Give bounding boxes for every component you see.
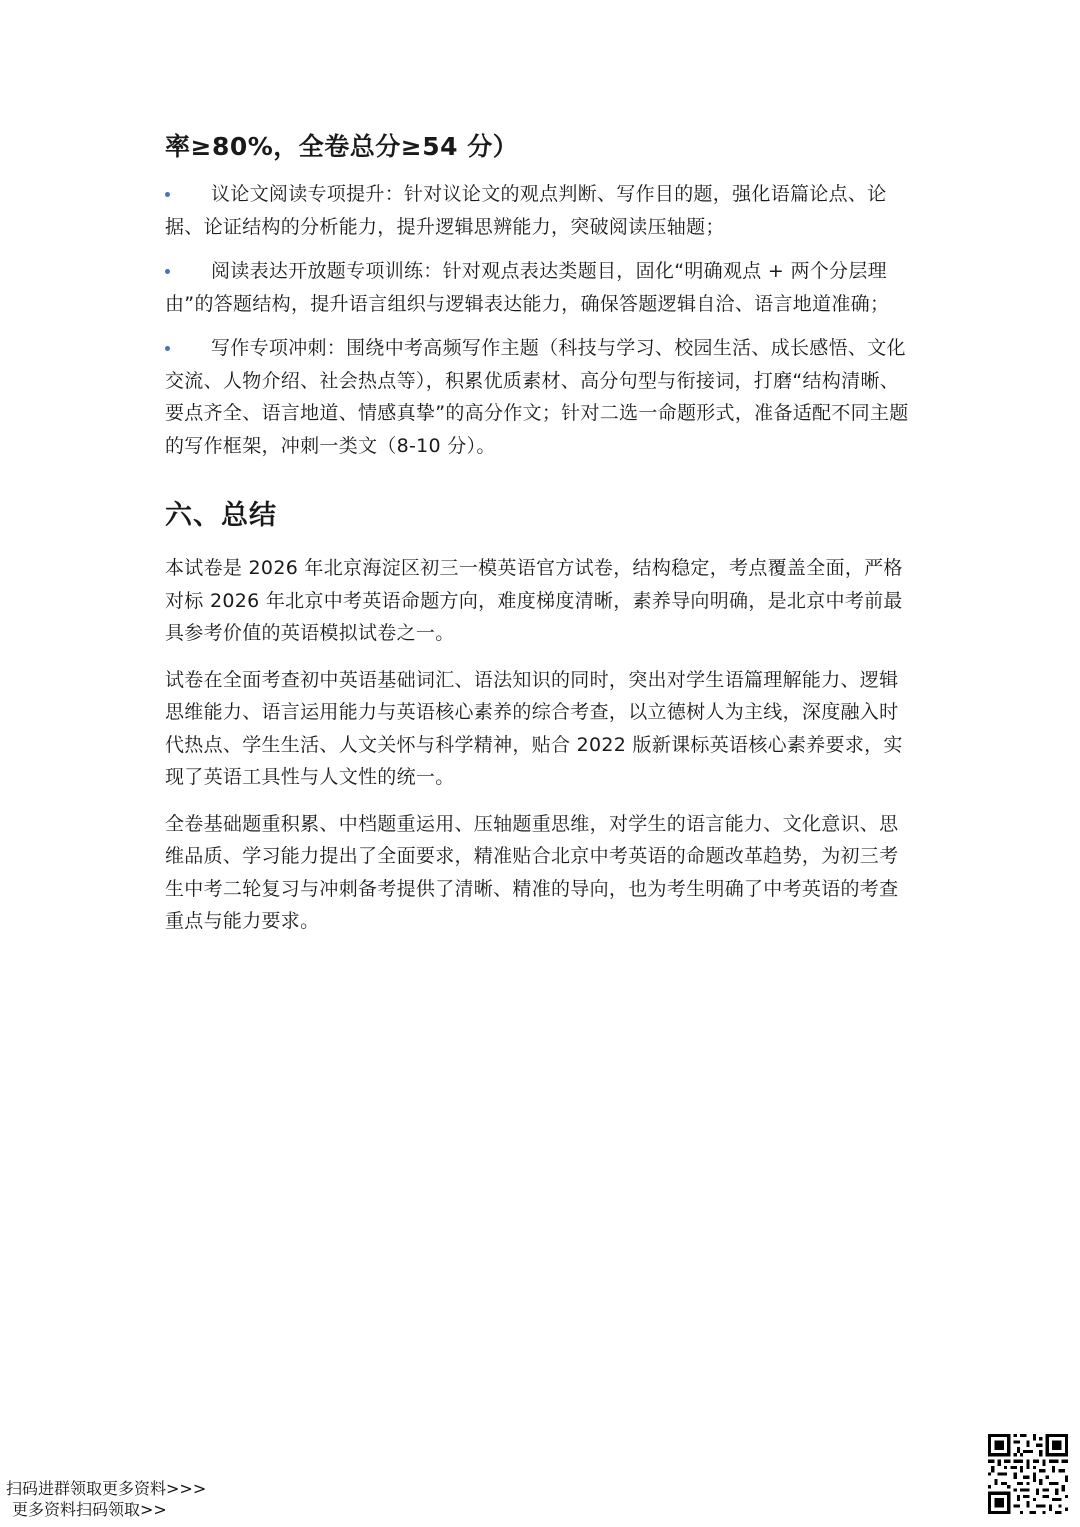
bullet-item — [165, 178, 917, 243]
summary-paragraph: 本试卷是 2026 年北京海淀区初三一模英语官方试卷，结构稳定，考点覆盖全面，严格对标 2026 年北京中考英语命题方向，难度梯度清晰，素养导向明确，是北京中考前最具参考价值的英语模拟试卷之一。 — [165, 557, 903, 644]
qr-code-icon[interactable] — [988, 1434, 1068, 1514]
bullet-dot-icon — [165, 346, 170, 351]
bullet-item — [165, 332, 917, 462]
footer-promo[interactable] — [6, 1478, 206, 1520]
bullet-text: 议论文阅读专项提升：针对议论文的观点判断、写作目的题，强化语篇论点、论据、论证结构的分析能力，提升逻辑思辨能力，突破阅读压轴题； — [165, 183, 887, 238]
continued-heading: 率≥80%，全卷总分≥54 分） — [165, 132, 519, 161]
bullet-text: 写作专项冲刺：围绕中考高频写作主题（科技与学习、校园生活、成长感悟、文化交流、人物介绍、社会热点等），积累优质素材、高分句型与衔接词，打磨“结构清晰、要点齐全、语言地道、情感真挚”的高分作文；针对二选一命题形式，准备适配不同主题的写作框架，冲刺一类文（8-10 分）。 — [165, 337, 909, 457]
summary-paragraph: 试卷在全面考查初中英语基础词汇、语法知识的同时，突出对学生语篇理解能力、逻辑思维能力、语言运用能力与英语核心素养的综合考查，以立德树人为主线，深度融入时代热点、学生生活、人文关怀与科学精神，贴合 2022 版新课标英语核心素养要求，实现了英语工具性与人文性的统一。 — [165, 668, 903, 788]
bullet-text: 阅读表达开放题专项训练：针对观点表达类题目，固化“明确观点 + 两个分层理由”的答题结构，提升语言组织与逻辑表达能力，确保答题逻辑自洽、语言地道准确； — [165, 260, 890, 315]
footer-line-2[interactable]: 更多资料扫码领取>> — [12, 1500, 167, 1519]
footer-line-1[interactable]: 扫码进群领取更多资料>>> — [6, 1479, 207, 1498]
bullet-item — [165, 255, 917, 320]
section-title: 六、总结 — [165, 500, 277, 531]
bullet-dot-icon — [165, 269, 170, 274]
document-body — [165, 128, 917, 952]
summary-paragraph: 全卷基础题重积累、中档题重运用、压轴题重思维，对学生的语言能力、文化意识、思维品质、学习能力提出了全面要求，精准贴合北京中考英语的命题改革趋势，为初三考生中考二轮复习与冲刺备考提供了清晰、精准的导向，也为考生明确了中考英语的考查重点与能力要求。 — [165, 812, 899, 932]
bullet-dot-icon — [165, 192, 170, 197]
